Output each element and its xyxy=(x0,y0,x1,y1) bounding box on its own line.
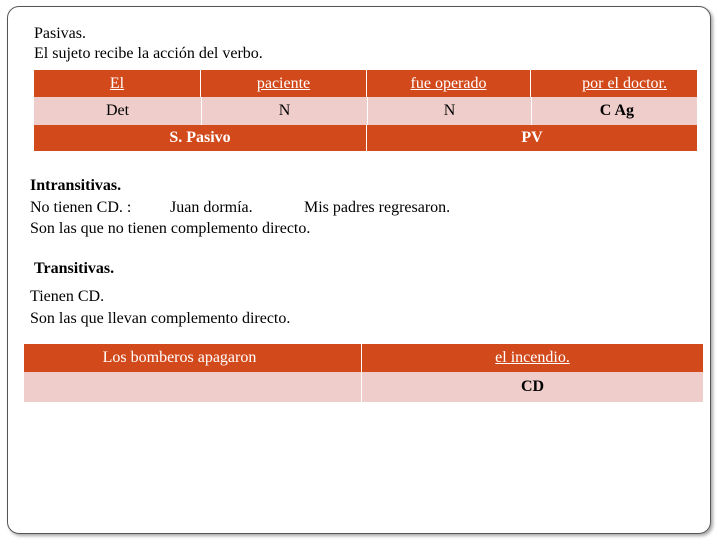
passive-group-predicate: PV xyxy=(367,125,697,151)
transitive-line2: Son las que llevan complemento directo. xyxy=(30,310,291,327)
passive-group-subject: S. Pasivo xyxy=(34,125,367,151)
intransitive-title: Intransitivas. xyxy=(30,177,122,194)
transitive-title: Transitivas. xyxy=(34,260,115,277)
passive-definition: El sujeto recibe la acción del verbo. xyxy=(34,45,263,62)
transitive-word-1: Los bomberos apagaron xyxy=(24,344,362,372)
intransitive-example-1: Juan dormía. xyxy=(170,199,253,216)
passive-word-1: El xyxy=(34,70,201,97)
passive-word-3: fue operado xyxy=(367,70,531,97)
passive-tag-1: Det xyxy=(34,97,201,125)
passive-title: Pasivas. xyxy=(34,25,86,42)
passive-tag-4: C Ag xyxy=(531,97,697,125)
passive-tag-3: N xyxy=(367,97,531,125)
transitive-tag-2: CD xyxy=(362,372,703,402)
transitive-word-2: el incendio. xyxy=(362,344,703,372)
transitive-tag-1 xyxy=(24,372,362,402)
intransitive-line1-prefix: No tienen CD. : xyxy=(30,199,132,216)
passive-word-2: paciente xyxy=(201,70,367,97)
intransitive-line2: Son las que no tienen complemento directo. xyxy=(30,220,311,237)
transitive-line1: Tienen CD. xyxy=(30,288,105,305)
passive-tag-2: N xyxy=(201,97,367,125)
intransitive-example-2: Mis padres regresaron. xyxy=(304,199,451,216)
passive-word-4: por el doctor. xyxy=(531,70,697,97)
